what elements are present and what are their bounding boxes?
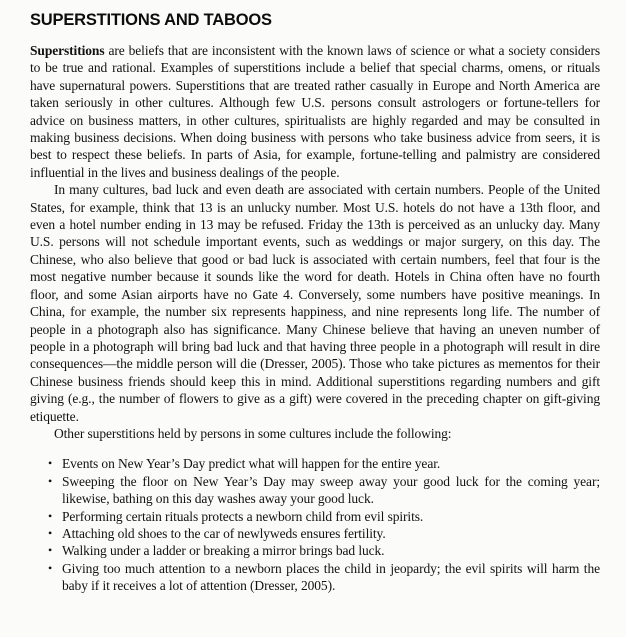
paragraph-1 <box>30 42 600 181</box>
bullet-list <box>48 455 600 594</box>
list-item-text: Events on New Year’s Day predict what will happen for the entire year. <box>62 456 441 472</box>
list-item-text: Attaching old shoes to the car of newlyweds ensures fertility. <box>62 525 386 541</box>
list-item-text: Giving too much attention to a newborn places the child in jeopardy; the evil spirits will harm the baby if it receives a lot of attention (Dresser, 2005). <box>62 560 600 594</box>
paragraph-3: Other superstitions held by persons in some cultures include the following: <box>54 425 452 441</box>
list-item <box>48 560 600 595</box>
paragraph-1-text: are beliefs that are inconsistent with the known laws of science or what a society considers to be true and rational. Examples of superstitions include a belief that special charms, omens, or rituals have supernatural powers. Superstitions that are treated rather casually in Europe and North America are taken seriously in other cultures. Although few U.S. persons consult astrologers or fortune-tellers for advice on business matters, in other cultures, spiritualists are highly regarded and may be consulted in making business decisions. When doing business with persons who take business advice from seers, it is best to respect these beliefs. In parts of Asia, for example, fortune-telling and palmistry are considered influential in the lives and business dealings of the people. <box>30 43 600 180</box>
bullet-icon: • <box>48 508 53 523</box>
lead-term: Superstitions <box>30 43 105 58</box>
list-item <box>48 508 600 525</box>
list-item-text: Sweeping the floor on New Year’s Day may sweep away your good luck for the coming year; likewise, bathing on this day washes away your good luck. <box>62 473 600 507</box>
section-heading: SUPERSTITIONS AND TABOOS <box>30 11 272 29</box>
list-item <box>48 455 600 472</box>
list-item-text: Performing certain rituals protects a newborn child from evil spirits. <box>62 508 424 524</box>
paragraph-2: In many cultures, bad luck and even death are associated with certain numbers. People of the United States, for example, think that 13 is an unlucky number. Most U.S. hotels do not have a 13th floor, and even a hotel number ending in 13 may be refused. Friday the 13th is perceived as an unlucky day. Many U.S. persons will not schedule important events, such as weddings or major surgery, on this day. The Chinese, who also believe that good or bad luck is associated with certain numbers, feel that four is the most negative number because it sounds like the word for death. Hotels in China often have no fourth floor, and some Asian airports have no Gate 4. Conversely, some numbers have positive meanings. In China, for example, the number six represents happiness, and nine represents long life. The number of people in a photograph also has significance. Many Chinese believe that having an uneven number of people in a photograph will bring bad luck and that having three people in a photograph will result in dire consequences—the middle person will die (Dresser, 2005). Those who take pictures as mementos for their Chinese business friends should keep this in mind. Additional superstitions regarding numbers and gift giving (e.g., the number of flowers to give as a gift) were covered in the preceding chapter on gift-giving etiquette. <box>30 182 600 424</box>
list-item <box>48 525 600 542</box>
list-item <box>48 542 600 559</box>
bullet-icon: • <box>48 543 53 558</box>
bullet-icon: • <box>48 525 53 540</box>
list-item-text: Walking under a ladder or breaking a mirror brings bad luck. <box>62 543 385 559</box>
bullet-icon: • <box>48 473 53 488</box>
bullet-icon: • <box>48 560 53 575</box>
bullet-icon: • <box>48 456 53 471</box>
list-item <box>48 473 600 508</box>
